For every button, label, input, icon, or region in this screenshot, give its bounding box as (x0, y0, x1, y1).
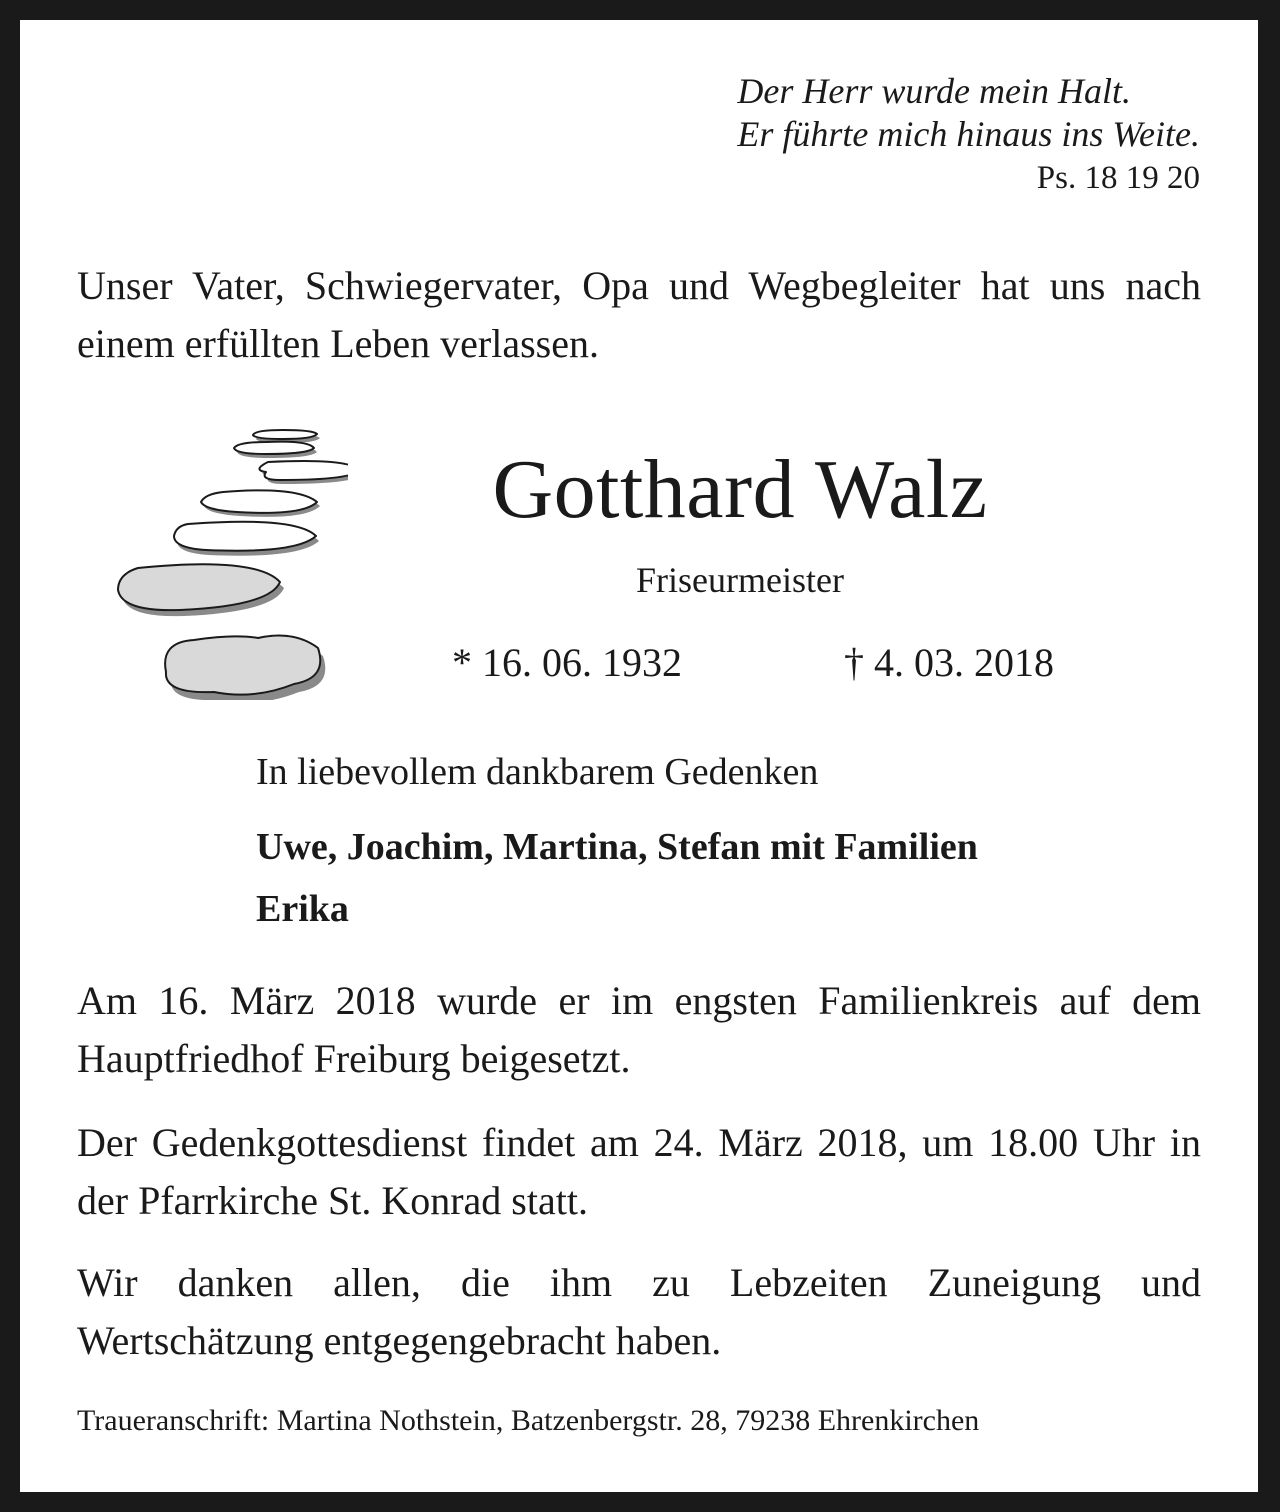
burial-paragraph: Am 16. März 2018 wurde er im engsten Familienkreis auf dem Hauptfriedhof Freiburg beigesetzt. (77, 978, 1201, 1081)
stepping-stones-illustration (98, 400, 348, 700)
mourners-list (256, 816, 978, 940)
verse-line-1: Der Herr wurde mein Halt. (737, 71, 1131, 111)
memory-line: In liebevollem dankbarem Gedenken (256, 751, 819, 793)
service-paragraph: Der Gedenkgottesdienst findet am 24. März 2018, um 18.00 Uhr in der Pfarrkirche St. Konrad statt. (77, 1120, 1201, 1223)
intro-text: Unser Vater, Schwiegervater, Opa und Wegbegleiter hat uns nach einem erfüllten Leben verlassen. (77, 263, 1201, 366)
verse-line-2: Er führte mich hinaus ins Weite. (737, 114, 1200, 154)
thanks-paragraph: Wir danken allen, die ihm zu Lebzeiten Zuneigung und Wertschätzung entgegengebracht haben. (77, 1260, 1201, 1363)
mourning-address (77, 1402, 1201, 1440)
mourner-line: Uwe, Joachim, Martina, Stefan mit Familien (256, 826, 978, 868)
deceased-profession: Friseurmeister (636, 560, 844, 600)
bible-verse (737, 70, 1200, 156)
verse-reference: Ps. 18 19 20 (1036, 160, 1200, 196)
stepping-stones-icon (118, 430, 348, 700)
address-value: Martina Nothstein, Batzenbergstr. 28, 79238 Ehrenkirchen (276, 1404, 980, 1437)
mourner-line: Erika (256, 888, 349, 930)
address-label: Traueranschrift: (77, 1404, 270, 1437)
deceased-name: Gotthard Walz (492, 443, 988, 536)
death-date: † 4. 03. 2018 (844, 640, 1054, 685)
obituary-notice (20, 20, 1258, 1492)
birth-date: * 16. 06. 1932 (452, 640, 682, 685)
